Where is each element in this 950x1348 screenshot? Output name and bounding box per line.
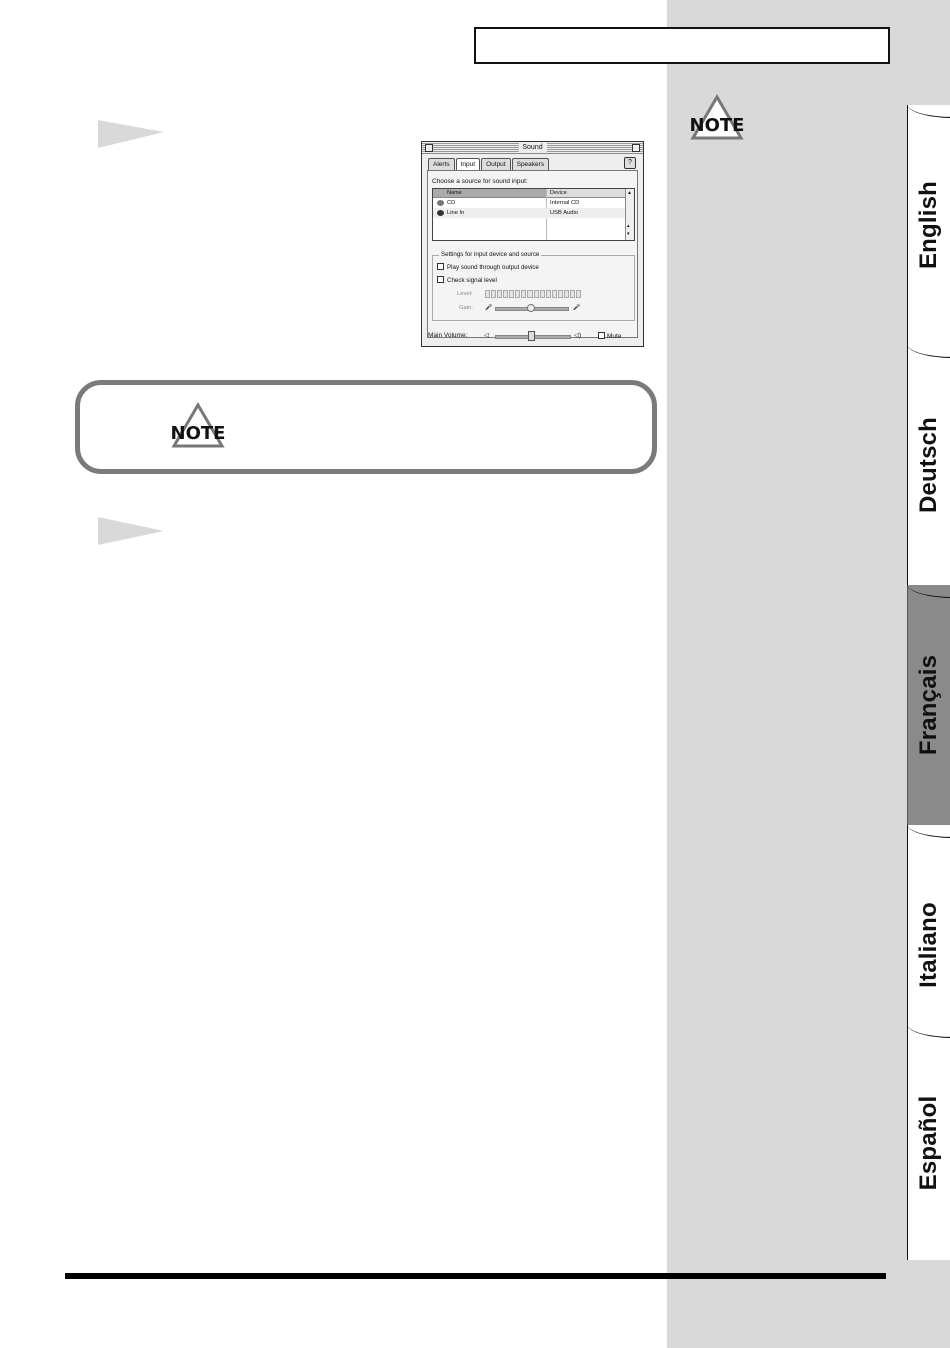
signal-level-label: Check signal level bbox=[447, 277, 497, 284]
source-device: USB Audio bbox=[550, 210, 579, 216]
help-icon[interactable]: ? bbox=[624, 157, 636, 169]
column-header-device[interactable]: Device bbox=[550, 190, 567, 196]
list-header bbox=[433, 189, 628, 198]
window-title: Sound bbox=[518, 142, 546, 153]
source-device: Internal CD bbox=[550, 200, 580, 206]
tab-output[interactable]: Output bbox=[481, 158, 511, 170]
source-name: Line In bbox=[447, 210, 465, 216]
line-in-icon bbox=[437, 210, 444, 216]
list-item[interactable] bbox=[433, 198, 628, 208]
checkbox-icon[interactable] bbox=[437, 263, 444, 270]
input-settings-group bbox=[432, 251, 635, 321]
signal-level-checkbox[interactable] bbox=[437, 276, 497, 285]
tab-deutsch-label: Deutsch bbox=[915, 416, 942, 514]
note-icon-label: NOTE bbox=[170, 423, 226, 444]
tab-deutsch[interactable] bbox=[907, 345, 950, 585]
scroll-up-icon[interactable]: ▲ bbox=[627, 190, 632, 196]
settings-group-label: Settings for input device and source bbox=[441, 251, 540, 258]
zoom-box-icon[interactable] bbox=[632, 144, 640, 152]
speaker-high-icon: ◁) bbox=[574, 332, 582, 339]
note-callout bbox=[75, 380, 657, 474]
tab-espanol[interactable] bbox=[907, 1025, 950, 1260]
tab-input[interactable]: Input bbox=[456, 158, 480, 170]
level-label: Level: bbox=[457, 291, 473, 297]
speaker-low-icon: ◁ bbox=[484, 332, 489, 339]
checkbox-icon[interactable] bbox=[598, 332, 605, 339]
column-header-name[interactable]: Name bbox=[447, 190, 462, 196]
note-icon-label: NOTE bbox=[689, 115, 745, 136]
tab-english-label: English bbox=[915, 180, 942, 270]
header-title-box bbox=[474, 27, 890, 64]
step-marker-2 bbox=[98, 515, 164, 547]
main-volume-thumb[interactable] bbox=[528, 331, 535, 341]
note-icon bbox=[685, 94, 749, 142]
tab-francais[interactable] bbox=[907, 585, 950, 825]
list-scrollbar[interactable] bbox=[625, 189, 634, 240]
main-volume-label: Main Volume: bbox=[428, 332, 468, 339]
close-box-icon[interactable] bbox=[425, 144, 433, 152]
input-source-list bbox=[432, 188, 635, 241]
step-marker-1 bbox=[98, 118, 164, 150]
checkbox-icon[interactable] bbox=[437, 276, 444, 283]
mute-checkbox[interactable] bbox=[598, 332, 621, 341]
note-icon bbox=[166, 402, 230, 450]
microphone-icon bbox=[437, 200, 444, 206]
gain-label: Gain: bbox=[459, 305, 473, 311]
input-pane bbox=[427, 170, 638, 338]
level-meter bbox=[485, 290, 581, 298]
tab-speakers[interactable]: Speakers bbox=[512, 158, 549, 170]
scroll-up-small-icon[interactable]: ▴ bbox=[627, 223, 630, 229]
tab-alerts[interactable]: Alerts bbox=[428, 158, 455, 170]
play-through-checkbox[interactable] bbox=[437, 263, 539, 272]
mute-label: Mute bbox=[607, 333, 622, 340]
list-item[interactable] bbox=[433, 208, 628, 218]
gain-slider-thumb[interactable] bbox=[527, 304, 535, 312]
tab-english[interactable] bbox=[907, 105, 950, 345]
source-prompt: Choose a source for sound input: bbox=[432, 178, 528, 185]
sound-control-panel-window bbox=[421, 141, 644, 347]
gain-high-icon: 🎤 bbox=[573, 305, 581, 311]
tab-francais-label: Français bbox=[915, 654, 942, 756]
play-through-label: Play sound through output device bbox=[447, 264, 539, 271]
gain-low-icon: 🎤 bbox=[485, 305, 493, 311]
window-titlebar[interactable] bbox=[422, 142, 643, 154]
sound-tabs bbox=[428, 158, 549, 170]
source-name: CD bbox=[447, 200, 456, 206]
main-volume-row bbox=[428, 332, 638, 340]
tab-italiano-label: Italiano bbox=[915, 902, 942, 988]
scroll-down-icon[interactable]: ▾ bbox=[627, 231, 630, 237]
footer-rule bbox=[65, 1273, 886, 1279]
tab-espanol-label: Español bbox=[915, 1095, 942, 1190]
